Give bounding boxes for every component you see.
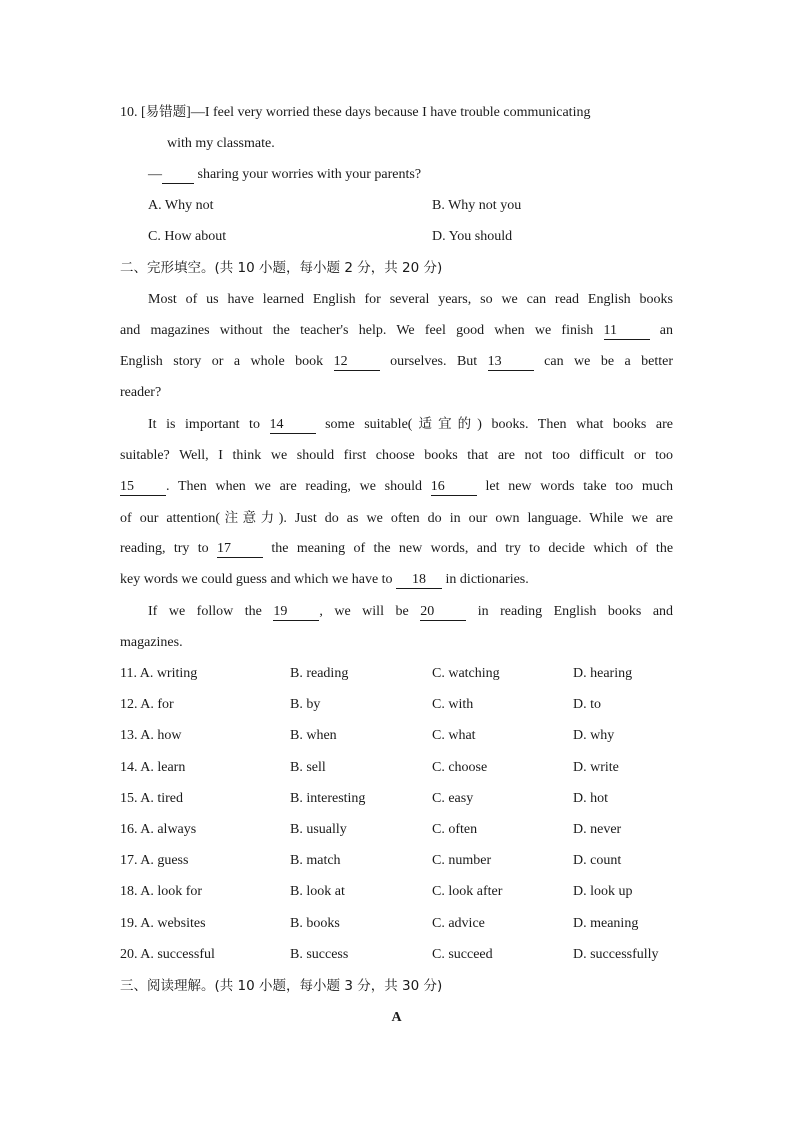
passage-p1-line2: and magazines without the teacher's help. We feel good when we finish 11 an — [120, 323, 673, 338]
choice-c: C. advice — [432, 916, 485, 931]
choice-d: D. successfully — [573, 947, 659, 962]
choice-b: B. reading — [290, 666, 349, 681]
passage-p3-line2: magazines. — [120, 635, 183, 650]
choice-c: C. succeed — [432, 947, 493, 962]
choice-a: 17. A. guess — [120, 853, 189, 868]
blank-13: 13 — [488, 354, 534, 371]
passage-p3-line1: If we follow the 19 , we will be 20 in reading English books and — [148, 604, 674, 619]
passage-p1-line4: reader? — [120, 385, 162, 400]
choice-b: B. look at — [290, 884, 345, 899]
q10-option-d: D. You should — [432, 229, 513, 244]
choice-b: B. books — [290, 916, 340, 931]
choice-c: C. easy — [432, 791, 474, 806]
blank-15: 15 — [120, 479, 166, 496]
passage-p2-line4: of our attention(注意力). Just do as we often do in our own language. While we are — [120, 510, 674, 526]
choice-d: D. write — [573, 760, 619, 775]
q10-stem-line3: — sharing your worries with your parents? — [148, 167, 422, 182]
passage-p2-line3: 15 . Then when we are reading, we should 16 let new words take too much — [120, 479, 673, 494]
q10-tag: 易错题 — [145, 104, 187, 120]
choice-a: 20. A. successful — [120, 947, 215, 962]
choice-b: B. by — [290, 697, 321, 712]
section-3-heading: 三、阅读理解。(共 10 小题，每小题 3 分，共 30 分) — [120, 978, 443, 994]
choice-d: D. hearing — [573, 666, 633, 681]
q10-option-c: C. How about — [148, 229, 227, 244]
choice-b: B. sell — [290, 760, 326, 775]
choice-a: 16. A. always — [120, 822, 197, 837]
q10-option-a: A. Why not — [148, 198, 214, 213]
choice-b: B. match — [290, 853, 341, 868]
blank-11: 11 — [604, 323, 650, 340]
passage-p1-line3: English story or a whole book 12 ourselves. But 13 can we be a better — [120, 354, 674, 369]
choice-d: D. count — [573, 853, 622, 868]
blank-18: 18 — [396, 572, 442, 589]
choice-d: D. look up — [573, 884, 633, 899]
choice-c: C. number — [432, 853, 492, 868]
passage-p2-line5: reading, try to 17 the meaning of the new words, and try to decide which of the — [120, 541, 674, 556]
blank-20: 20 — [420, 604, 466, 621]
choice-c: C. choose — [432, 760, 488, 775]
q10-stem-line1: 10. [易错题]—I feel very worried these days because I have trouble communicating — [120, 104, 591, 120]
choice-a: 14. A. learn — [120, 760, 186, 775]
q10-blank — [162, 167, 194, 184]
choice-c: C. look after — [432, 884, 503, 899]
passage-p1-line1: Most of us have learned English for several years, so we can read English books — [148, 292, 673, 307]
blank-17: 17 — [217, 541, 263, 558]
choice-a: 19. A. websites — [120, 916, 206, 931]
choice-c: C. what — [432, 728, 476, 743]
blank-14: 14 — [270, 417, 316, 434]
choice-c: C. watching — [432, 666, 500, 681]
choice-a: 18. A. look for — [120, 884, 203, 899]
choice-d: D. to — [573, 697, 601, 712]
choice-a: 13. A. how — [120, 728, 182, 743]
choice-c: C. with — [432, 697, 474, 712]
choice-b: B. usually — [290, 822, 347, 837]
passage-p2-line6: key words we could guess and which we have to 18 in dictionaries. — [120, 572, 529, 587]
passage-p2-line2: suitable? Well, I think we should first choose books that are not too difficult or too — [120, 448, 673, 463]
section-2-heading: 二、完形填空。(共 10 小题，每小题 2 分，共 20 分) — [120, 260, 443, 276]
choice-b: B. success — [290, 947, 349, 962]
q10-stem-line2: with my classmate. — [167, 136, 275, 151]
choice-b: B. interesting — [290, 791, 366, 806]
choice-a: 11. A. writing — [120, 666, 198, 681]
gloss-suitable: 适宜的 — [412, 416, 478, 432]
choice-d: D. meaning — [573, 916, 639, 931]
reading-part-label: A — [391, 1010, 402, 1025]
blank-16: 16 — [431, 479, 477, 496]
choice-c: C. often — [432, 822, 478, 837]
choice-b: B. when — [290, 728, 337, 743]
gloss-attention: 注意力 — [220, 510, 279, 526]
choice-a: 12. A. for — [120, 697, 174, 712]
choice-d: D. never — [573, 822, 622, 837]
blank-19: 19 — [273, 604, 319, 621]
choice-a: 15. A. tired — [120, 791, 183, 806]
choice-d: D. hot — [573, 791, 608, 806]
passage-p2-line1: It is important to 14 some suitable(适宜的) books. Then what books are — [148, 416, 674, 432]
blank-12: 12 — [334, 354, 380, 371]
choice-d: D. why — [573, 728, 615, 743]
q10-option-b: B. Why not you — [432, 198, 522, 213]
